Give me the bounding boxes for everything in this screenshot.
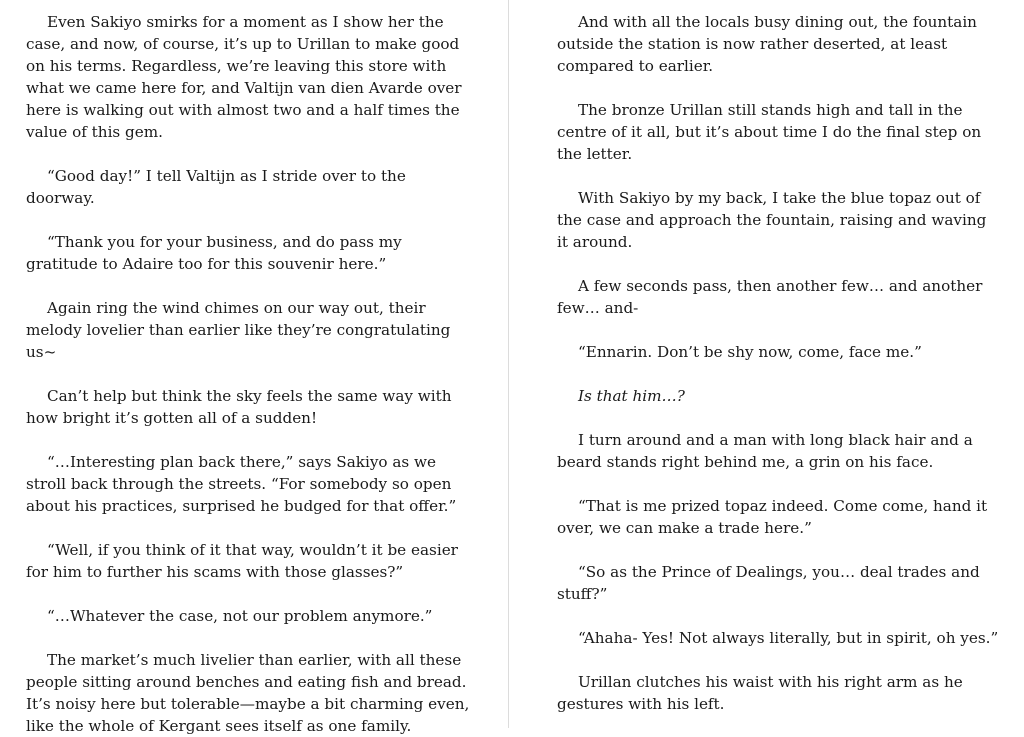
paragraph: With Sakiyo by my back, I take the blue topaz out of the case and approach the fountain, raising and waving it around. (557, 189, 987, 251)
paragraph: And with all the locals busy dining out, the fountain outside the station is now rather deserted, at least compared to earlier. (557, 13, 977, 75)
paragraph: Even Sakiyo smirks for a moment as I show her the case, and now, of course, it’s up to Urillan to make good on his terms. Regardless, we’re leaving this store with what we came here for, and Valtijn van dien Avarde over here is walking out with almost two and a half times the value of this gem. (26, 13, 462, 141)
right-page (557, 11, 1000, 721)
paragraph: “So as the Prince of Dealings, you… deal trades and stuff?” (557, 563, 980, 603)
paragraph: The market’s much livelier than earlier, with all these people sitting around benches and eating fish and bread. It’s noisy here but tolerable—maybe a bit charming even, like the whole of Kergant sees itself as one family. (26, 651, 470, 735)
paragraph: The bronze Urillan still stands high and tall in the centre of it all, but it’s about time I do the final step on the letter. (557, 101, 982, 163)
paragraph: “Thank you for your business, and do pass my gratitude to Adaire too for this souvenir here.” (26, 233, 402, 273)
paragraph: Can’t help but think the sky feels the same way with how bright it’s gotten all of a sudden! (26, 387, 452, 427)
paragraph: Again ring the wind chimes on our way out, their melody lovelier than earlier like they’re congratulating us~ (26, 299, 451, 361)
paragraph: Urillan clutches his waist with his right arm as he gestures with his left. (557, 673, 963, 713)
paragraph: A few seconds pass, then another few… and another few… and- (557, 277, 983, 317)
paragraph: “…Whatever the case, not our problem anymore.” (47, 607, 433, 625)
italic-paragraph: Is that him…? (578, 387, 685, 405)
paragraph: “Well, if you think of it that way, wouldn’t it be easier for him to further his scams with those glasses?” (26, 541, 458, 581)
paragraph: “That is me prized topaz indeed. Come come, hand it over, we can make a trade here.” (557, 497, 988, 537)
paragraph: “…Interesting plan back there,” says Sakiyo as we stroll back through the streets. “For somebody so open about his practices, surprised he budged for that offer.” (26, 453, 457, 515)
page-divider (508, 0, 509, 728)
paragraph: “Ennarin. Don’t be shy now, come, face me.” (578, 343, 922, 361)
left-page (26, 11, 474, 735)
paragraph: “Ahaha- Yes! Not always literally, but in spirit, oh yes.” (578, 629, 999, 647)
paragraph: I turn around and a man with long black hair and a beard stands right behind me, a grin on his face. (557, 431, 973, 471)
paragraph: “Good day!” I tell Valtijn as I stride over to the doorway. (26, 167, 406, 207)
